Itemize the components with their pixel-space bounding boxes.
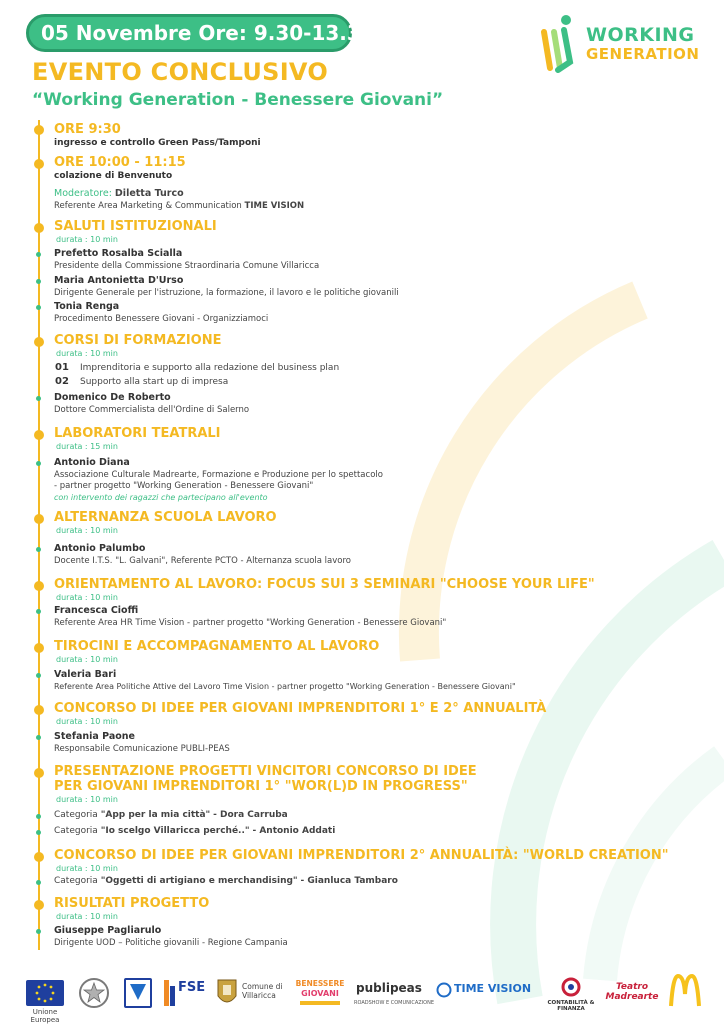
speaker-role: Referente Area HR Time Vision - partner progetto "Working Generation - Benessere Giovani" xyxy=(54,618,447,628)
section-duration: durata : 10 min xyxy=(56,349,118,358)
timeline-dot xyxy=(34,581,44,591)
section-title: CORSI DI FORMAZIONE xyxy=(54,333,222,348)
fse-label: FSE xyxy=(178,980,206,995)
speaker-role: Responsabile Comunicazione PUBLI-PEAS xyxy=(54,744,230,754)
logo-text-working: WORKING xyxy=(586,24,695,46)
section-duration: durata : 10 min xyxy=(56,593,118,602)
timeline-subdot xyxy=(36,252,41,257)
timeline-dot xyxy=(34,223,44,233)
speaker-name: Domenico De Roberto xyxy=(54,392,171,403)
section-desc: colazione di Benvenuto xyxy=(54,171,173,181)
timeline-subdot xyxy=(36,461,41,466)
timevision-icon xyxy=(436,982,452,998)
working-generation-logo xyxy=(528,12,708,74)
moderator-org: TIME VISION xyxy=(244,201,305,211)
category-line xyxy=(54,826,335,836)
publipeas-sub: ROADSHOW E COMUNICAZIONE xyxy=(354,1000,435,1006)
category-name: "Io scelgo Villaricca perché.." xyxy=(100,826,250,836)
speaker-role: Referente Area Politiche Attive del Lavoro Time Vision - partner progetto "Working Generation - Benessere Giovani" xyxy=(54,682,516,691)
speaker-name: Tonia Renga xyxy=(54,301,120,312)
section-title: ALTERNANZA SCUOLA LAVORO xyxy=(54,510,277,525)
section-duration: durata : 10 min xyxy=(56,912,118,921)
timeline-line xyxy=(38,120,40,950)
timeline-dot xyxy=(34,125,44,135)
moderator-label: Moderatore: xyxy=(54,188,112,199)
item-text: Imprenditoria e supporto alla redazione del business plan xyxy=(80,363,340,373)
timeline-dot xyxy=(34,514,44,524)
sponsor-logos xyxy=(20,970,710,1024)
speaker-name: Prefetto Rosalba Scialla xyxy=(54,248,183,259)
italian-emblem-icon xyxy=(78,976,110,1010)
publipeas-label: publipeas xyxy=(356,981,422,995)
section-title: RISULTATI PROGETTO xyxy=(54,896,210,911)
category-name: "Oggetti di artigiano e merchandising" xyxy=(100,876,298,886)
section-title-line2: PER GIOVANI IMPRENDITORI 1° "WOR(L)D IN PROGRESS" xyxy=(54,779,468,794)
timeline-subdot xyxy=(36,830,41,835)
timeline-subdot xyxy=(36,880,41,885)
regione-campania-icon xyxy=(124,978,152,1008)
timeline-subdot xyxy=(36,305,41,310)
giovani-label: GIOVANI xyxy=(301,989,339,998)
speaker-name: Maria Antonietta D'Urso xyxy=(54,275,184,286)
speaker-role: Dirigente Generale per l'istruzione, la formazione, il lavoro e le politiche giovanili xyxy=(54,288,399,298)
category-author: - Gianluca Tambaro xyxy=(300,876,398,886)
timeline-subdot xyxy=(36,279,41,284)
timeline-dot xyxy=(34,643,44,653)
section-title: SALUTI ISTITUZIONALI xyxy=(54,219,217,234)
section-duration: durata : 10 min xyxy=(56,717,118,726)
timeline-subdot xyxy=(36,735,41,740)
item-number: 01 xyxy=(55,362,69,373)
category-prefix: Categoria xyxy=(54,826,98,836)
moderator-role-line xyxy=(54,201,304,211)
section-duration: durata : 10 min xyxy=(56,795,118,804)
section-duration: durata : 10 min xyxy=(56,235,118,244)
speaker-role: Associazione Culturale Madrearte, Formazione e Produzione per lo spettacolo xyxy=(54,470,383,480)
timeline-subdot xyxy=(36,396,41,401)
section-note: con intervento dei ragazzi che partecipano all'evento xyxy=(54,493,268,502)
speaker-name: Giuseppe Pagliarulo xyxy=(54,925,162,936)
timeline-dot xyxy=(34,337,44,347)
timeline-dot xyxy=(34,159,44,169)
eu-label: Unione Europea xyxy=(30,1008,60,1024)
speaker-name: Valeria Bari xyxy=(54,669,117,680)
speaker-role: Procedimento Benessere Giovani - Organizziamoci xyxy=(54,314,269,324)
item-number: 02 xyxy=(55,376,69,387)
section-time: ORE 9:30 xyxy=(54,122,121,137)
section-duration: durata : 15 min xyxy=(56,442,118,451)
speaker-role: Dirigente UOD – Politiche giovanili - Regione Campania xyxy=(54,938,288,948)
teatro-label: Teatro Madrearte xyxy=(605,982,659,1002)
logo-text-generation: GENERATION xyxy=(586,45,700,63)
event-date: 05 Novembre Ore: 9.30-13.30 xyxy=(41,21,375,45)
category-name: "App per la mia città" xyxy=(100,810,211,820)
timeline-subdot xyxy=(36,814,41,819)
eu-flag-icon xyxy=(26,980,64,1006)
comune-label: Comune di Villaricca xyxy=(242,982,283,1000)
timeline-dot xyxy=(34,900,44,910)
section-title: TIROCINI E ACCOMPAGNAMENTO AL LAVORO xyxy=(54,639,380,654)
mcdonalds-arches-icon xyxy=(668,974,702,1008)
timeline-subdot xyxy=(36,547,41,552)
event-subtitle: “Working Generation - Benessere Giovani” xyxy=(32,90,444,110)
timeline-subdot xyxy=(36,609,41,614)
category-line xyxy=(54,810,288,820)
section-title: ORIENTAMENTO AL LAVORO: FOCUS SUI 3 SEMINARI "CHOOSE YOUR LIFE" xyxy=(54,577,595,592)
section-title: CONCORSO DI IDEE PER GIOVANI IMPRENDITORI 2° ANNUALITÀ: "WORLD CREATION" xyxy=(54,848,669,863)
timeline-subdot xyxy=(36,673,41,678)
benessere-giovani-logo xyxy=(294,978,346,1008)
item-text: Supporto alla start up di impresa xyxy=(80,377,229,387)
moderator-line xyxy=(54,188,184,199)
moderator-role: Referente Area Marketing & Communication xyxy=(54,201,242,211)
fse-mark-icon xyxy=(162,978,178,1008)
speaker-role: Docente I.T.S. "L. Galvani", Referente PCTO - Alternanza scuola lavoro xyxy=(54,556,351,566)
speaker-name: Francesca Cioffi xyxy=(54,605,139,616)
category-prefix: Categoria xyxy=(54,876,98,886)
timeline-dot xyxy=(34,852,44,862)
section-duration: durata : 10 min xyxy=(56,864,118,873)
category-author: - Dora Carruba xyxy=(213,810,288,820)
category-prefix: Categoria xyxy=(54,810,98,820)
timeline-dot xyxy=(34,430,44,440)
section-time: ORE 10:00 - 11:15 xyxy=(54,155,186,170)
benessere-bar xyxy=(300,1001,340,1005)
speaker-role: - partner progetto "Working Generation - Benessere Giovani" xyxy=(54,481,314,491)
contabilita-icon xyxy=(560,976,582,998)
section-title: LABORATORI TEATRALI xyxy=(54,426,221,441)
villaricca-crest-icon xyxy=(216,976,238,1008)
category-author: - Antonio Addati xyxy=(252,826,336,836)
timevision-label: TIME VISION xyxy=(454,982,532,995)
moderator-name: Diletta Turco xyxy=(114,188,184,199)
speaker-name: Antonio Palumbo xyxy=(54,543,146,554)
section-desc: ingresso e controllo Green Pass/Tamponi xyxy=(54,138,261,148)
event-date-pill xyxy=(26,14,375,52)
speaker-name: Antonio Diana xyxy=(54,457,130,468)
timeline-dot xyxy=(34,705,44,715)
section-duration: durata : 10 min xyxy=(56,526,118,535)
contabilita-label: CONTABILITÀ & FINANZA xyxy=(547,1000,595,1012)
timeline-dot xyxy=(34,768,44,778)
category-line xyxy=(54,876,398,886)
timeline-subdot xyxy=(36,929,41,934)
speaker-name: Stefania Paone xyxy=(54,731,135,742)
section-title: CONCORSO DI IDEE PER GIOVANI IMPRENDITORI 1° E 2° ANNUALITÀ xyxy=(54,701,547,716)
logo-figure-icon xyxy=(528,12,584,74)
benessere-label: BENESSERE xyxy=(295,979,345,988)
section-duration: durata : 10 min xyxy=(56,655,118,664)
speaker-role: Presidente della Commissione Straordinaria Comune Villaricca xyxy=(54,261,320,271)
section-title: PRESENTAZIONE PROGETTI VINCITORI CONCORSO DI IDEE xyxy=(54,764,477,779)
event-title: EVENTO CONCLUSIVO xyxy=(32,58,329,86)
speaker-role: Dottore Commercialista dell'Ordine di Salerno xyxy=(54,405,250,415)
